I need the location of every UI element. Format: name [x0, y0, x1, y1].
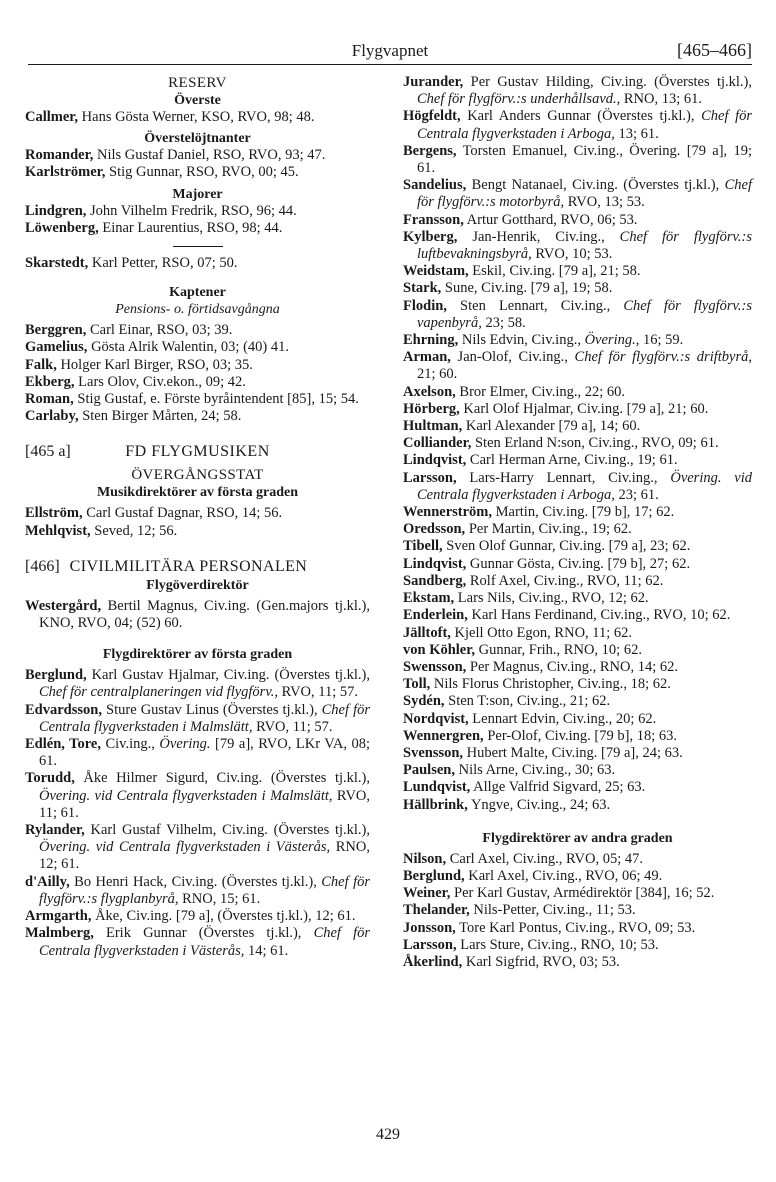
entry: Ekberg, Lars Olov, Civ.ekon., 09; 42.: [25, 373, 246, 390]
flygdirektorer-forsta-heading: Flygdirektörer av första graden: [102, 647, 293, 663]
page-number: 429: [376, 1126, 400, 1143]
section-subtitle: ÖVERGÅNGSSTAT: [131, 467, 264, 484]
entry: Löwenberg, Einar Laurentius, RSO, 98; 44.: [25, 219, 283, 236]
entry: Högfeldt, Karl Anders Gunnar (Överstes tj.kl.), Chef för Centrala flygverkstaden i Arboga, 13; 61.: [403, 108, 752, 142]
entry: Hultman, Karl Alexander [79 a], 14; 60.: [403, 418, 641, 435]
header-section-range: [465–466]: [677, 40, 752, 60]
entry: Larsson, Lars Sture, Civ.ing., RNO, 10; 53.: [403, 936, 659, 953]
entry: Fransson, Artur Gotthard, RVO, 06; 53.: [403, 211, 638, 228]
entry: Kylberg, Jan-Henrik, Civ.ing., Chef för flygförv.:s luftbevakningsbyrå, RVO, 10; 53.: [403, 228, 752, 263]
separator-rule: [173, 246, 223, 247]
flygdirektorer-andra-heading: Flygdirektörer av andra graden: [482, 830, 673, 846]
entry: Torudd, Åke Hilmer Sigurd, Civ.ing. (Överstes tj.kl.), Övering. vid Centrala flygverkstaden i Malmslätt, RVO, 11; 61.: [25, 770, 371, 821]
entry: Gamelius, Gösta Alrik Walentin, 03; (40) 41.: [25, 339, 289, 356]
entry: Jurander, Per Gustav Hilding, Civ.ing. (Överstes tj.kl.), Chef för flygförv.:s underhållsavd., RNO, 13; 61.: [403, 74, 752, 108]
entry: Mehlqvist, Seved, 12; 56.: [25, 522, 178, 539]
overste-heading: Överste: [174, 93, 221, 108]
entry: Roman, Stig Gustaf, e. Förste byråintendent [85], 15; 54.: [25, 391, 359, 408]
section-466-heading: [25, 556, 370, 577]
entry: Bergens, Torsten Emanuel, Civ.ing., Övering. [79 a], 19; 61.: [403, 142, 752, 177]
entry: Sandberg, Rolf Axel, Civ.ing., RVO, 11; 62.: [403, 572, 664, 589]
entry: Lindqvist, Gunnar Gösta, Civ.ing. [79 b], 27; 62.: [403, 555, 691, 572]
entry: Rylander, Karl Gustaf Vilhelm, Civ.ing. (Överstes tj.kl.), Övering. vid Centrala flygverkstaden i Västerås, RNO, 12; 61.: [25, 822, 370, 873]
majorer-heading: Majorer: [172, 186, 223, 202]
entry: Berglund, Karl Axel, Civ.ing., RVO, 06; 49.: [403, 867, 663, 884]
entry: Edvardsson, Sture Gustav Linus (Överstes tj.kl.), Chef för Centrala flygverkstaden i Malmslätt, RVO, 11; 57.: [25, 701, 370, 735]
entry: Berglund, Karl Gustav Hjalmar, Civ.ing. (Överstes tj.kl.), Chef för centralplaneringen vid flygförv., RVO, 11; 57.: [25, 667, 370, 701]
entry: Falk, Holger Karl Birger, RSO, 03; 35.: [25, 356, 253, 373]
section-number: [465 a]: [25, 443, 71, 461]
entry: Karlströmer, Stig Gunnar, RSO, RVO, 00; 45.: [25, 164, 299, 181]
entry: Enderlein, Karl Hans Ferdinand, Civ.ing., RVO, 10; 62.: [403, 607, 731, 624]
entry: Ekstam, Lars Nils, Civ.ing., RVO, 12; 62.: [403, 590, 649, 607]
entry: Toll, Nils Florus Christopher, Civ.ing., 18; 62.: [403, 676, 671, 693]
header-title: Flygvapnet: [351, 41, 429, 60]
right-column: [403, 74, 752, 971]
entry: Romander, Nils Gustaf Daniel, RSO, RVO, 93; 47.: [25, 147, 326, 164]
entry: Weidstam, Eskil, Civ.ing. [79 a], 21; 58.: [403, 263, 641, 280]
entry: Hällbrink, Yngve, Civ.ing., 24; 63.: [403, 796, 611, 813]
entry: Lindqvist, Carl Herman Arne, Civ.ing., 19; 61.: [403, 452, 678, 469]
entry: Sandelius, Bengt Natanael, Civ.ing. (Överstes tj.kl.), Chef för flygförv.:s motorbyrå, RVO, 13; 53.: [403, 177, 752, 211]
entry: Jonsson, Tore Karl Pontus, Civ.ing., RVO, 09; 53.: [403, 919, 696, 936]
section-title: CIVILMILITÄRA PERSONALEN: [69, 557, 308, 575]
entry: Armgarth, Åke, Civ.ing. [79 a], (Överstes tj.kl.), 12; 61.: [25, 908, 356, 925]
entry: Nilson, Carl Axel, Civ.ing., RVO, 05; 47.: [403, 850, 643, 867]
section-465a-heading: [25, 441, 370, 462]
entry: d'Ailly, Bo Henri Hack, Civ.ing. (Överstes tj.kl.), Chef för flygförv.:s flygplanbyrå, RNO, 15; 61.: [25, 873, 370, 907]
entry: Sydén, Sten T:son, Civ.ing., 21; 62.: [403, 693, 611, 710]
entry: Lundqvist, Allge Valfrid Sigvard, 25; 63.: [403, 779, 646, 796]
entry: Larsson, Lars-Harry Lennart, Civ.ing., Övering. vid Centrala flygverkstaden i Arboga, 23; 61.: [403, 469, 753, 503]
entry: Stark, Sune, Civ.ing. [79 a], 19; 58.: [403, 280, 613, 297]
entry: Jälltoft, Kjell Otto Egon, RNO, 11; 62.: [403, 624, 633, 641]
entry: Tibell, Sven Olof Gunnar, Civ.ing. [79 a], 23; 62.: [403, 538, 691, 555]
running-header: [28, 38, 752, 65]
flygoverdirektor-heading: Flygöverdirektör: [146, 577, 249, 593]
entry: Arman, Jan-Olof, Civ.ing., Chef för flygförv.:s driftbyrå, 21; 60.: [403, 349, 752, 383]
entry: Svensson, Hubert Malte, Civ.ing. [79 a], 24; 63.: [403, 744, 683, 761]
entry: Callmer, Hans Gösta Werner, KSO, RVO, 98; 48.: [25, 109, 315, 125]
kaptener-heading: Kaptener: [169, 285, 226, 301]
entry: Ehrning, Nils Edvin, Civ.ing., Övering., 16; 59.: [403, 332, 684, 349]
entry: Skarstedt, Karl Petter, RSO, 07; 50.: [25, 255, 238, 272]
entry: Nordqvist, Lennart Edvin, Civ.ing., 20; 62.: [403, 710, 657, 727]
entry: Thelander, Nils-Petter, Civ.ing., 11; 53.: [403, 902, 636, 919]
entry: Hörberg, Karl Olof Hjalmar, Civ.ing. [79 a], 21; 60.: [403, 400, 709, 417]
entry: Flodin, Sten Lennart, Civ.ing., Chef för flygförv.:s vapenbyrå, 23; 58.: [403, 297, 753, 331]
entry: Wennerström, Martin, Civ.ing. [79 b], 17; 62.: [403, 504, 675, 521]
kaptener-subheading: Pensions- o. förtidsavgångna: [115, 302, 280, 318]
entry: Wennergren, Per-Olof, Civ.ing. [79 b], 18; 63.: [403, 727, 677, 744]
musikdirektorer-heading: Musikdirektörer av första graden: [96, 485, 299, 501]
entry: Ellström, Carl Gustaf Dagnar, RSO, 14; 56.: [25, 505, 283, 522]
left-column: [25, 74, 370, 960]
entry: Lindgren, John Vilhelm Fredrik, RSO, 96; 44.: [25, 202, 297, 219]
section-number: [466]: [25, 557, 60, 575]
entry: Swensson, Per Magnus, Civ.ing., RNO, 14; 62.: [403, 658, 678, 675]
entry: Oredsson, Per Martin, Civ.ing., 19; 62.: [403, 521, 632, 538]
reserv-title: RESERV: [168, 75, 227, 91]
entry: Edlén, Tore, Civ.ing., Övering. [79 a], RVO, LKr VA, 08; 61.: [25, 736, 371, 770]
entry: Axelson, Bror Elmer, Civ.ing., 22; 60.: [403, 383, 626, 400]
entry: Weiner, Per Karl Gustav, Armédirektör [384], 16; 52.: [403, 885, 715, 902]
entry: Colliander, Sten Erland N:son, Civ.ing., RVO, 09; 61.: [403, 435, 719, 452]
entry: Westergård, Bertil Magnus, Civ.ing. (Gen.majors tj.kl.), KNO, RVO, 04; (52) 60.: [25, 597, 370, 632]
entry: Åkerlind, Karl Sigfrid, RVO, 03; 53.: [403, 953, 620, 970]
section-title: FD FLYGMUSIKEN: [125, 443, 270, 461]
entry: Malmberg, Erik Gunnar (Överstes tj.kl.), Chef för Centrala flygverkstaden i Västerås, 14; 61.: [25, 925, 370, 959]
entry: Carlaby, Sten Birger Mårten, 24; 58.: [25, 408, 242, 425]
entry: Berggren, Carl Einar, RSO, 03; 39.: [25, 322, 233, 339]
entry: Paulsen, Nils Arne, Civ.ing., 30; 63.: [403, 762, 616, 779]
overstelojtnanter-heading: Överstelöjtnanter: [144, 131, 251, 147]
entry: von Köhler, Gunnar, Frih., RNO, 10; 62.: [403, 641, 642, 658]
